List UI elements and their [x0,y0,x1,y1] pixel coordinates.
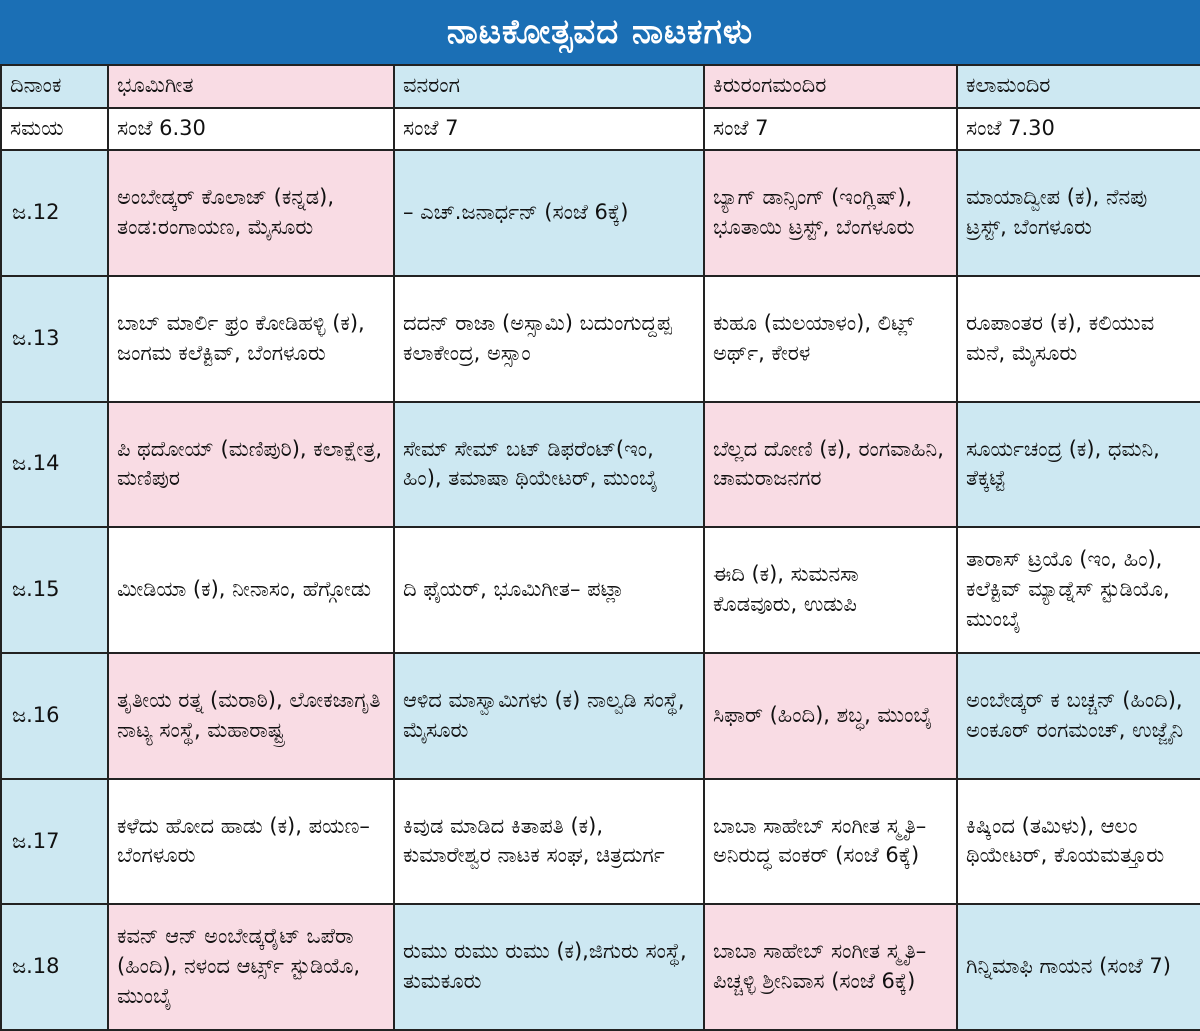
play-cell: ಕಿವುಡ ಮಾಡಿದ ಕಿತಾಪತಿ (ಕ), ಕುಮಾರೇಶ್ವರ ನಾಟಕ ಸಂಘ, ಚಿತ್ರದುರ್ಗ [394,779,704,905]
play-cell: ಮೀಡಿಯಾ (ಕ), ನೀನಾಸಂ, ಹೆಗ್ಗೋಡು [108,527,394,653]
table-row [1,904,1200,1030]
date-cell: ಜ.17 [1,779,108,905]
play-cell: ಬಾಬಾ ಸಾಹೇಬ್ ಸಂಗೀತ ಸ್ಮೃತಿ– ಪಿಚ್ಚಳ್ಳಿ ಶ್ರೀನಿವಾಸ (ಸಂಜೆ 6ಕ್ಕೆ) [704,904,957,1030]
play-cell: ರುಮು ರುಮು ರುಮು (ಕ),ಜಿಗುರು ಸಂಸ್ಥೆ, ತುಮಕೂರು [394,904,704,1030]
play-cell: ದದನ್ ರಾಜಾ (ಅಸ್ಸಾಮಿ) ಬದುಂಗುದ್ದಪ್ಪ ಕಲಾಕೇಂದ್ರ, ಅಸ್ಸಾಂ [394,276,704,402]
time-row [1,108,1200,151]
play-cell: ಸೂರ್ಯಚಂದ್ರ (ಕ), ಧಮನಿ, ತೆಕ್ಕಟ್ಟೆ [957,402,1200,528]
header-row [1,65,1200,108]
play-cell: ದಿ ಫೈಯರ್, ಭೂಮಿಗೀತ– ಪಟ್ಲಾ [394,527,704,653]
venue-header-bhoomigeetha: ಭೂಮಿಗೀತ [108,65,394,108]
play-cell: ಅಂಬೇಡ್ಕರ್ ಕ ಬಚ್ಚನ್ (ಹಿಂದಿ), ಅಂಕೂರ್ ರಂಗಮಂಚ್, ಉಜ್ಜೈನಿ [957,653,1200,779]
venue-header-vanaranga: ವನರಂಗ [394,65,704,108]
date-cell: ಜ.14 [1,402,108,528]
play-cell: ಮಾಯಾದ್ವೀಪ (ಕ), ನೆನಪು ಟ್ರಸ್ಟ್, ಬೆಂಗಳೂರು [957,150,1200,276]
venue-header-kirurangamandira: ಕಿರುರಂಗಮಂದಿರ [704,65,957,108]
time-cell: ಸಂಜೆ 6.30 [108,108,394,151]
play-cell: ಬಾಬಾ ಸಾಹೇಬ್ ಸಂಗೀತ ಸ್ಮೃತಿ– ಅನಿರುದ್ಧ ವಂಕರ್ (ಸಂಜೆ 6ಕ್ಕೆ) [704,779,957,905]
date-cell: ಜ.12 [1,150,108,276]
play-cell: ಗಿನ್ನಿಮಾಫಿ ಗಾಯನ (ಸಂಜೆ 7) [957,904,1200,1030]
play-cell: ಆಳಿದ ಮಾಸ್ವಾಮಿಗಳು (ಕ) ನಾಲ್ವಡಿ ಸಂಸ್ಥೆ, ಮೈಸೂರು [394,653,704,779]
schedule-table [0,64,1200,1031]
time-label: ಸಮಯ [1,108,108,151]
table-row [1,779,1200,905]
play-cell: ತೃತೀಯ ರತ್ನ (ಮರಾಠಿ), ಲೋಕಜಾಗೃತಿ ನಾಟ್ಯ ಸಂಸ್ಥೆ, ಮಹಾರಾಷ್ಟ್ರ [108,653,394,779]
play-cell: – ಎಚ್.ಜನಾರ್ಧನ್ (ಸಂಜೆ 6ಕ್ಕೆ) [394,150,704,276]
play-cell: ಈದಿ (ಕ), ಸುಮನಸಾ ಕೊಡವೂರು, ಉಡುಪಿ [704,527,957,653]
play-cell: ಕವನ್ ಆನ್ ಅಂಬೇಡ್ಕರೈಟ್ ಒಪೆರಾ (ಹಿಂದಿ), ನಳಂದ ಆರ್ಟ್ಸ್ ಸ್ಟುಡಿಯೊ, ಮುಂಬೈ [108,904,394,1030]
play-cell: ಪಿ ಥದೋಯ್ (ಮಣಿಪುರಿ), ಕಲಾಕ್ಷೇತ್ರ, ಮಣಿಪುರ [108,402,394,528]
date-column-header: ದಿನಾಂಕ [1,65,108,108]
date-cell: ಜ.18 [1,904,108,1030]
table-row [1,150,1200,276]
table-row [1,653,1200,779]
play-cell: ಕಳೆದು ಹೋದ ಹಾಡು (ಕ), ಪಯಣ– ಬೆಂಗಳೂರು [108,779,394,905]
play-cell: ಅಂಬೇಡ್ಕರ್ ಕೊಲಾಜ್ (ಕನ್ನಡ), ತಂಡ:ರಂಗಾಯಣ, ಮೈಸೂರು [108,150,394,276]
time-cell: ಸಂಜೆ 7.30 [957,108,1200,151]
play-cell: ಬಾಬ್ ಮಾರ್ಲಿ ಫ್ರಂ ಕೋಡಿಹಳ್ಳಿ (ಕ), ಜಂಗಮ ಕಲೆಕ್ಟಿವ್, ಬೆಂಗಳೂರು [108,276,394,402]
play-cell: ರೂಪಾಂತರ (ಕ), ಕಲಿಯುವ ಮನೆ, ಮೈಸೂರು [957,276,1200,402]
play-cell: ಸೇಮ್ ಸೇಮ್ ಬಟ್ ಡಿಫರೆಂಟ್(ಇಂ, ಹಿಂ), ತಮಾಷಾ ಥಿಯೇಟರ್, ಮುಂಬೈ [394,402,704,528]
time-cell: ಸಂಜೆ 7 [394,108,704,151]
play-cell: ಬ್ಯಾಗ್ ಡಾನ್ಸಿಂಗ್ (ಇಂಗ್ಲಿಷ್), ಭೂತಾಯಿ ಟ್ರಸ್ಟ್, ಬೆಂಗಳೂರು [704,150,957,276]
play-cell: ಬೆಲ್ಲದ ದೋಣಿ (ಕ), ರಂಗವಾಹಿನಿ, ಚಾಮರಾಜನಗರ [704,402,957,528]
date-cell: ಜ.16 [1,653,108,779]
table-row [1,527,1200,653]
table-row [1,276,1200,402]
time-cell: ಸಂಜೆ 7 [704,108,957,151]
venue-header-kalamandira: ಕಲಾಮಂದಿರ [957,65,1200,108]
play-cell: ತಾರಾಸ್ ಟ್ರಯೊ (ಇಂ, ಹಿಂ), ಕಲೆಕ್ಟಿವ್ ಮ್ಯಾಡ್ನೆಸ್ ಸ್ಟುಡಿಯೊ, ಮುಂಬೈ [957,527,1200,653]
page-title: ನಾಟಕೋತ್ಸವದ ನಾಟಕಗಳು [0,0,1200,64]
play-cell: ಕುಹೂ (ಮಲಯಾಳಂ), ಲಿಟ್ಲ್ ಅರ್ಥ್, ಕೇರಳ [704,276,957,402]
table-row [1,402,1200,528]
date-cell: ಜ.15 [1,527,108,653]
play-cell: ಸಿಫಾರ್ (ಹಿಂದಿ), ಶಬ್ಧ, ಮುಂಬೈ [704,653,957,779]
date-cell: ಜ.13 [1,276,108,402]
play-cell: ಕಿಷ್ಕಿಂದ (ತಮಿಳು), ಆಲಂ ಥಿಯೇಟರ್, ಕೊಯಮತ್ತೂರು [957,779,1200,905]
